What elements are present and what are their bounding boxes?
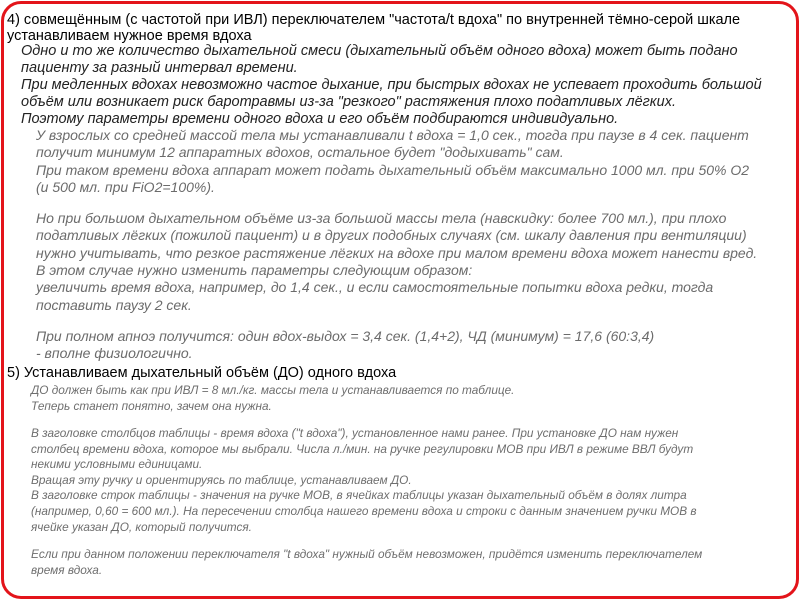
section-4-heading <box>7 12 740 44</box>
text-line: ячейке указан ДО, который получится. <box>31 519 252 534</box>
blank-line <box>31 535 702 547</box>
text-line: В этом случае нужно изменить параметры следующим образом: <box>36 262 473 279</box>
text-line: Но при большом дыхательном объёме из-за большой массы тела (навскидку: более 700 мл.), при плохо <box>36 210 727 227</box>
heading-line: 4) совмещённым (с частотой при ИВЛ) переключателем "частота/t вдоха" по внутренней тёмно-серой шкале <box>7 12 741 28</box>
text-line: время вдоха. <box>31 562 103 577</box>
text-line: увеличить время вдоха, например, до 1,4 сек., и если самостоятельные попытки вдоха редки, тогда <box>36 279 714 296</box>
section-5-body <box>31 383 702 578</box>
blank-line <box>31 414 702 426</box>
text-line: При медленных вдохах невозможно частое дыхание, при быстрых вдохах не успевает проходить большой <box>21 77 762 93</box>
text-line: В заголовке столбцов таблицы - время вдоха ("t вдоха"), установленное нами ранее. При установке ДО нам нужен <box>31 425 679 440</box>
text-line: (и 500 мл. при FiO2=100%). <box>36 178 215 195</box>
text-line: (например, 0,60 = 600 мл.). На пересечении столбца нашего времени вдоха и строки с данным значением ручки МОВ в <box>31 503 697 518</box>
text-line: У взрослых со средней массой тела мы устанавливали t вдоха = 1,0 сек., тогда при паузе в 4 сек. пациент <box>36 127 749 143</box>
text-line: Теперь станет понятно, зачем она нужна. <box>31 398 272 413</box>
text-line: податливых лёгких (пожилой пациент) и в других подобных случаях (см. шкалу давления при вентиляции) <box>36 227 747 244</box>
heading-line: устанавливаем нужное время вдоха <box>7 28 252 44</box>
text-line: - вполне физиологично. <box>36 345 193 362</box>
text-line: В заголовке строк таблицы - значения на ручке МОВ, в ячейках таблицы указан дыхательный объём в долях литра <box>31 488 687 503</box>
text-line: объём или возникает риск баротравмы из-за "резкого" растяжения плохо податливых лёгких. <box>21 94 676 110</box>
text-line: столбец времени вдоха, которое мы выбрали. Числа л./мин. на ручке регулировки МОВ при ИВЛ в режиме ВВЛ будут <box>31 441 694 456</box>
text-line: пациенту за разный интервал времени. <box>21 60 298 76</box>
text-line: Если при данном положении переключателя "t вдоха" нужный объём невозможен, придётся изменить переключателем <box>31 546 703 561</box>
text-line: Вращая эту ручку и ориентируясь по таблице, устанавливаем ДО. <box>31 472 412 487</box>
text-line: Поэтому параметры времени одного вдоха и его объём подбираются индивидуально. <box>21 111 619 127</box>
text-line: При полном апноэ получится: один вдох-выдох = 3,4 сек. (1,4+2), ЧД (минимум) = 17,6 (60:3,4) <box>36 327 655 344</box>
text-line: нужно учитывать, что резкое растяжение лёгких на вдохе при малом времени вдоха может нанести вред. <box>36 244 758 261</box>
blank-line <box>36 314 757 328</box>
text-line: При таком времени вдоха аппарат может подать дыхательный объём максимально 1000 мл. при 50% О2 <box>36 161 750 178</box>
text-line: поставить паузу 2 сек. <box>36 296 192 313</box>
text-line: ДО должен быть как при ИВЛ = 8 мл./кг. массы тела и устанавливается по таблице. <box>31 383 515 397</box>
text-line: Одно и то же количество дыхательной смеси (дыхательный объём одного вдоха) может быть подано <box>21 43 738 59</box>
section-4-intro <box>21 43 762 128</box>
section-5-heading: 5) Устанавливаем дыхательный объём (ДО) одного вдоха <box>7 365 397 381</box>
text-line: получит минимум 12 аппаратных вдохов, остальное будет "додыхивать" сам. <box>36 144 564 161</box>
section-4-example <box>36 127 757 363</box>
text-line: некими условными единицами. <box>31 457 203 472</box>
blank-line <box>36 196 757 210</box>
